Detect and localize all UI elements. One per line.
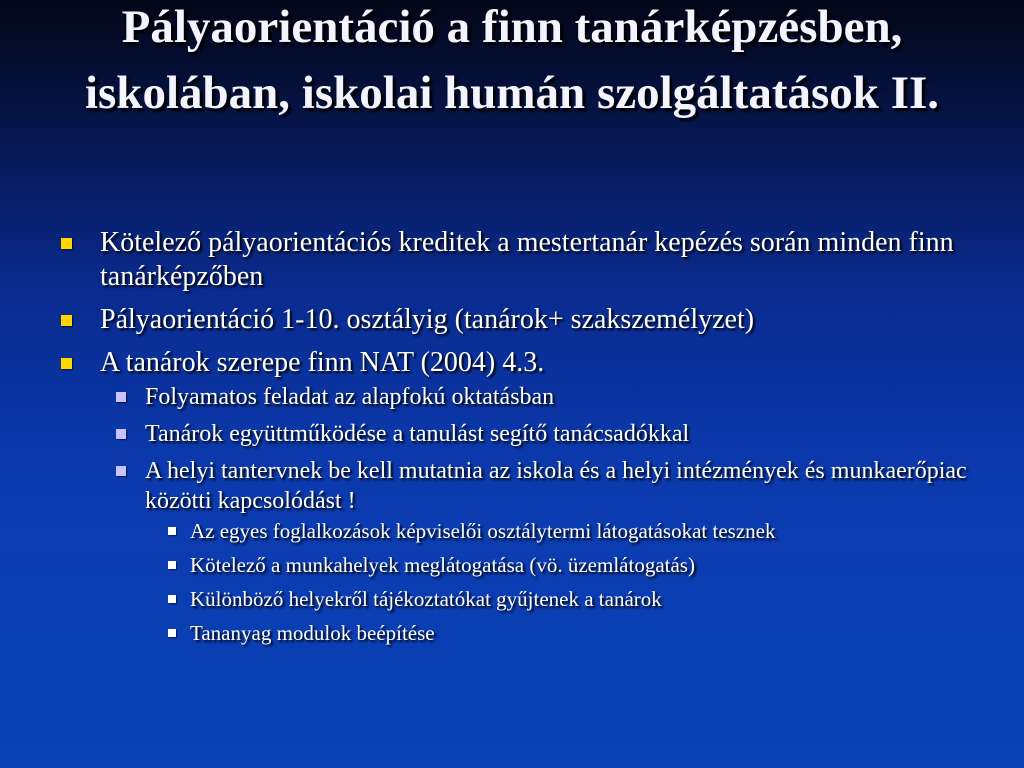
square-bullet-icon: [61, 358, 72, 369]
list-item: [56, 303, 976, 337]
square-bullet-icon: [61, 315, 72, 326]
slide-title: Pályaorientáció a finn tanárképzésben, iskolában, iskolai humán szolgáltatások II.: [84, 1, 940, 119]
sub-sub-list-item-text: Kötelező a munkahelyek meglátogatása (vö. üzemlátogatás): [190, 553, 695, 577]
list-item: [56, 226, 976, 294]
sub-list-item: [56, 456, 976, 647]
bullet-list: [56, 226, 976, 647]
slide-content: [56, 226, 976, 656]
square-bullet-icon: [168, 561, 176, 569]
list-item-text: Kötelező pályaorientációs kreditek a mestertanár kepézés során minden finn tanárképzőben: [100, 227, 954, 292]
sub-sub-list-item-text: Az egyes foglalkozások képviselői osztálytermi látogatásokat tesznek: [190, 519, 776, 543]
square-bullet-icon: [168, 629, 176, 637]
square-bullet-icon: [116, 429, 126, 439]
square-bullet-icon: [61, 238, 72, 249]
sub-sub-bullet-list: [56, 518, 976, 647]
square-bullet-icon: [168, 595, 176, 603]
sub-list-item-text: A helyi tantervnek be kell mutatnia az iskola és a helyi intézmények és munkaerőpiac közötti kapcsolódást !: [145, 458, 967, 514]
sub-sub-list-item: [56, 518, 976, 545]
sub-sub-list-item: [56, 552, 976, 579]
sub-list-item-text: Folyamatos feladat az alapfokú oktatásban: [145, 384, 555, 410]
sub-bullet-list: [56, 382, 976, 647]
sub-sub-list-item: [56, 586, 976, 613]
sub-list-item: [56, 419, 976, 449]
square-bullet-icon: [116, 466, 126, 476]
sub-list-item: [56, 382, 976, 412]
list-item-text: Pályaorientáció 1-10. osztályig (tanárok+ szakszemélyzet): [100, 304, 755, 335]
sub-sub-list-item-text: Tananyag modulok beépítése: [190, 621, 435, 645]
list-item-text: A tanárok szerepe finn NAT (2004) 4.3.: [100, 347, 545, 378]
sub-list-item-text: Tanárok együttműködése a tanulást segítő tanácsadókkal: [145, 421, 690, 447]
square-bullet-icon: [168, 527, 176, 535]
list-item: [56, 346, 976, 647]
square-bullet-icon: [116, 392, 126, 402]
sub-sub-list-item-text: Különböző helyekről tájékoztatókat gyűjtenek a tanárok: [190, 587, 662, 611]
sub-sub-list-item: [56, 620, 976, 647]
